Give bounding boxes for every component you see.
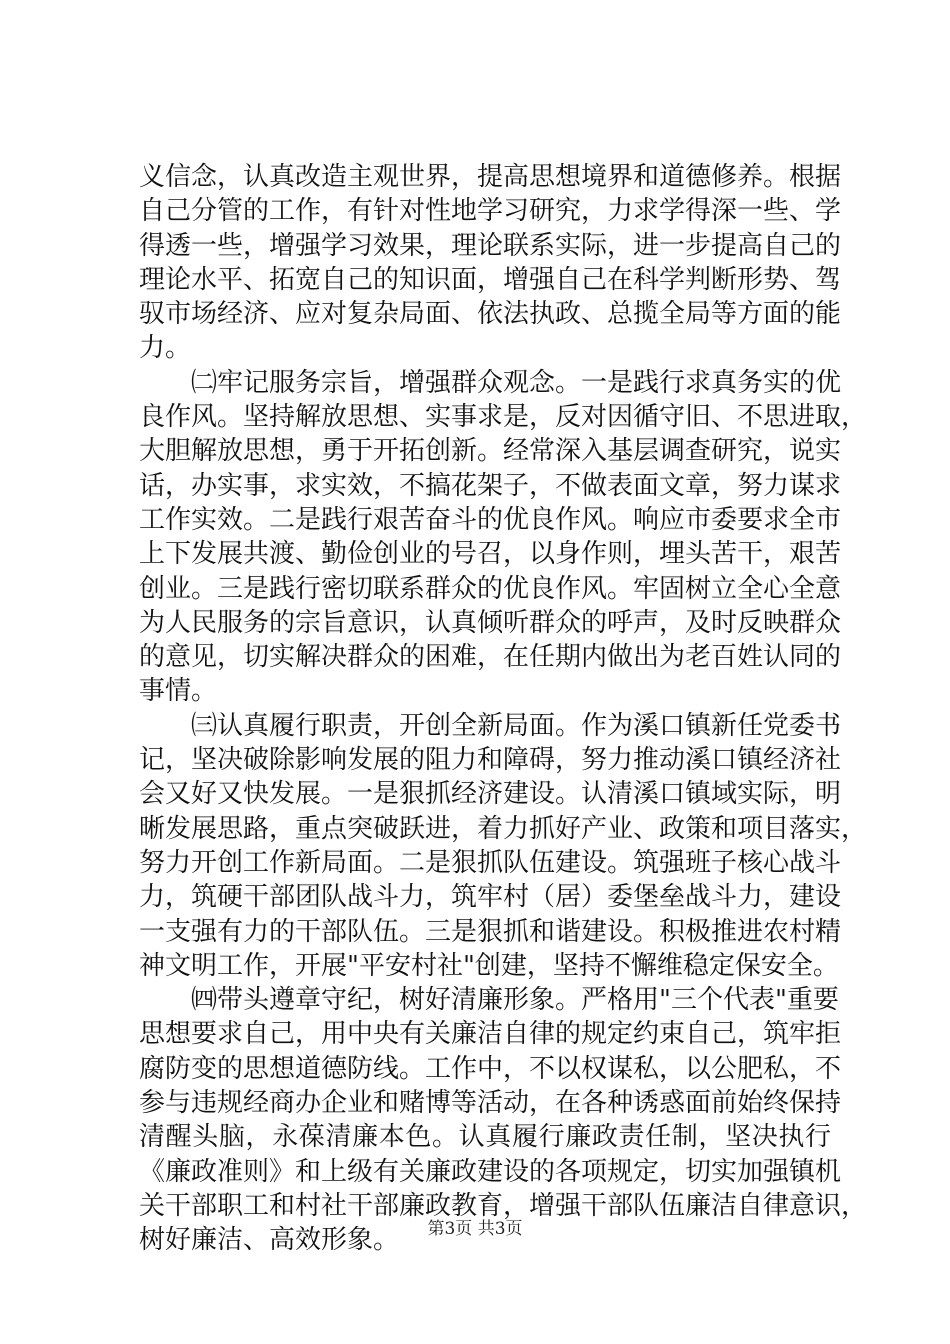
- document-body: [139, 160, 868, 1258]
- text-line: 努力开创工作新局面。二是狠抓队伍建设。筑强班子核心战斗: [139, 847, 842, 878]
- text-line: 大胆解放思想，勇于开拓创新。经常深入基层调查研究，说实: [139, 436, 842, 467]
- text-line: 得透一些，增强学习效果，理论联系实际，进一步提高自己的: [139, 230, 842, 261]
- text-line: 创业。三是践行密切联系群众的优良作风。牢固树立全心全意: [139, 573, 842, 604]
- text-line: 记，坚决破除影响发展的阻力和障碍，努力推动溪口镇经济社: [139, 745, 842, 776]
- text-line: 关干部职工和村社干部廉政教育，增强干部队伍廉洁自律意识，: [139, 1190, 868, 1221]
- text-line: 晰发展思路，重点突破跃进，着力抓好产业、政策和项目落实，: [139, 813, 868, 844]
- text-line: 腐防变的思想道德防线。工作中，不以权谋私，以公肥私，不: [139, 1053, 842, 1084]
- text-line: 神文明工作，开展"平安村社"创建，坚持不懈维稳定保安全。: [139, 950, 839, 981]
- text-line: ㈡牢记服务宗旨，增强群众观念。一是践行求真务实的优: [139, 367, 842, 398]
- text-line: 的意见，切实解决群众的困难，在任期内做出为老百姓认同的: [139, 642, 842, 673]
- text-line: 树好廉洁、高效形象。: [139, 1225, 400, 1256]
- text-line: 驭市场经济、应对复杂局面、依法执政、总揽全局等方面的能: [139, 299, 842, 330]
- text-line: 上下发展共渡、勤俭创业的号召，以身作则，埋头苦干，艰苦: [139, 539, 842, 570]
- text-line: 一支强有力的干部队伍。三是狠抓和谐建设。积极推进农村精: [139, 916, 842, 947]
- text-line: 良作风。坚持解放思想、实事求是，反对因循守旧、不思进取，: [139, 402, 868, 433]
- text-line: 义信念，认真改造主观世界，提高思想境界和道德修养。根据: [139, 162, 842, 192]
- text-line: 力。: [139, 333, 192, 364]
- text-line: 力，筑硬干部团队战斗力，筑牢村（居）委堡垒战斗力，建设: [139, 882, 842, 913]
- text-line: 参与违规经商办企业和赌博等活动，在各种诱惑面前始终保持: [139, 1088, 842, 1119]
- text-line: 事情。: [139, 676, 218, 707]
- text-line: ㈣带头遵章守纪，树好清廉形象。严格用"三个代表"重要: [139, 985, 839, 1016]
- text-line: 理论水平、拓宽自己的知识面，增强自己在科学判断形势、驾: [139, 264, 842, 295]
- text-line: 清醒头脑，永葆清廉本色。认真履行廉政责任制，坚决执行: [139, 1122, 831, 1153]
- page-number: 第3页 共3页: [427, 1219, 523, 1239]
- text-line: 思想要求自己，用中央有关廉洁自律的规定约束自己，筑牢拒: [139, 1019, 842, 1050]
- text-line: ㈢认真履行职责，开创全新局面。作为溪口镇新任党委书: [139, 710, 842, 741]
- text-line: 为人民服务的宗旨意识，认真倾听群众的呼声，及时反映群众: [139, 607, 842, 638]
- text-line: 自己分管的工作，有针对性地学习研究，力求学得深一些、学: [139, 196, 842, 227]
- text-line: 会又好又快发展。一是狠抓经济建设。认清溪口镇域实际，明: [139, 779, 842, 810]
- page-footer: [0, 1217, 950, 1241]
- text-line: 工作实效。二是践行艰苦奋斗的优良作风。响应市委要求全市: [139, 504, 842, 535]
- text-line: 话，办实事，求实效，不搞花架子，不做表面文章，努力谋求: [139, 470, 842, 501]
- text-line: 《廉政准则》和上级有关廉政建设的各项规定，切实加强镇机: [139, 1156, 842, 1187]
